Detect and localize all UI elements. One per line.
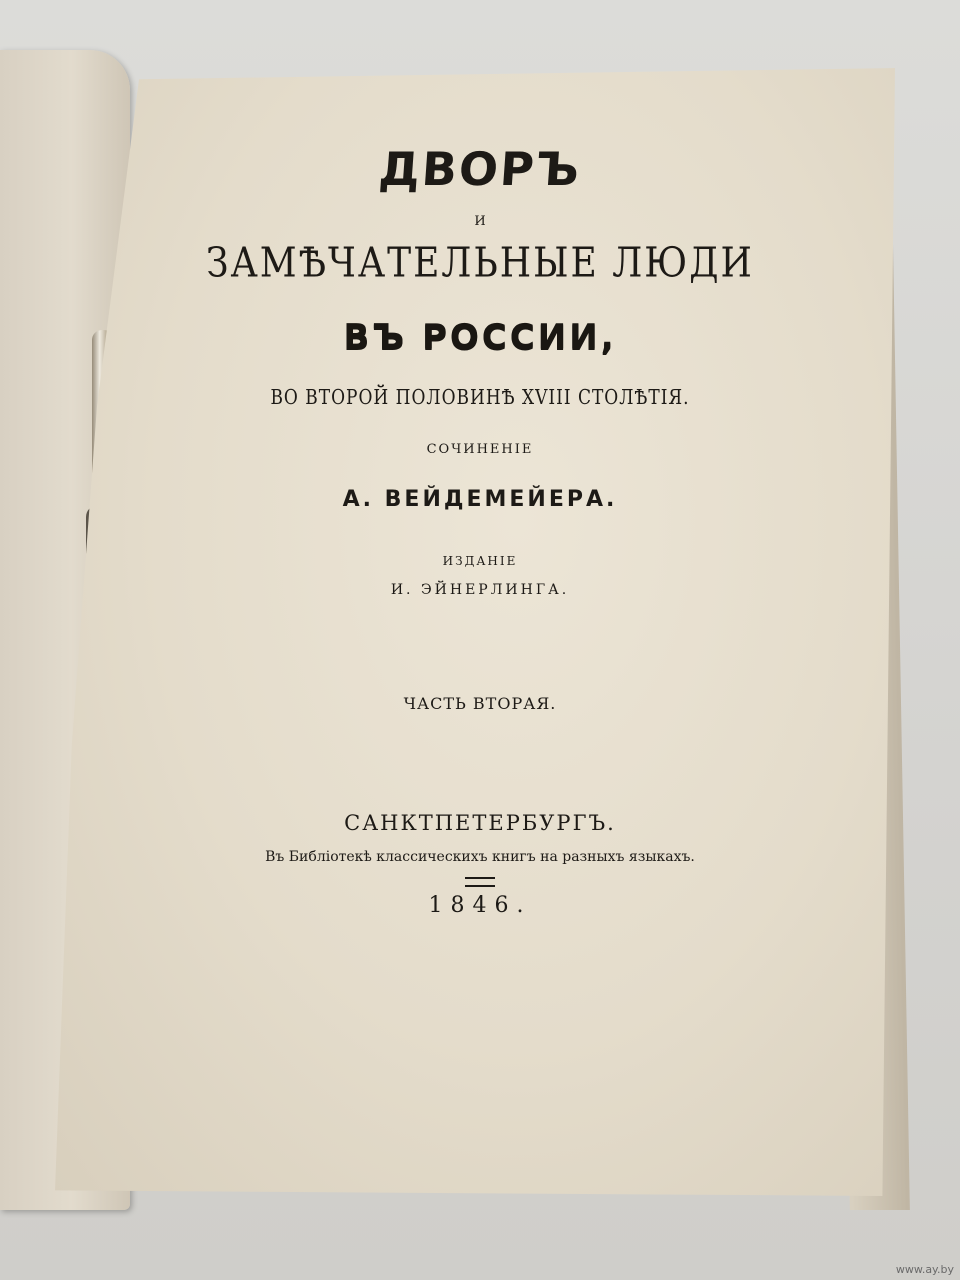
book-subtitle: ЗАМѢЧАТЕЛЬНЫЕ ЛЮДИ bbox=[206, 239, 754, 288]
double-rule bbox=[465, 877, 495, 887]
publisher-name: И. ЭЙНЕРЛИНГА. bbox=[390, 582, 570, 598]
publication-library: Въ Библіотекѣ классическихъ книгъ на разныхъ языкахъ. bbox=[265, 849, 695, 865]
book-title: ДВОРЪ bbox=[377, 142, 583, 196]
publication-year: 1846. bbox=[428, 893, 532, 918]
title-page-text bbox=[130, 130, 830, 918]
publication-city: САНКТПЕТЕРБУРГЪ. bbox=[344, 811, 616, 835]
work-label: СОЧИНЕНІЕ bbox=[426, 442, 534, 457]
watermark: www.ay.by bbox=[895, 1263, 954, 1276]
title-conjunction: И bbox=[474, 214, 486, 229]
author-name: А. ВЕЙДЕМЕЙЕРА. bbox=[342, 487, 618, 512]
book-period: ВО ВТОРОЙ ПОЛОВИНѢ XVIII СТОЛѢТІЯ. bbox=[270, 386, 690, 410]
book-title-place: ВЪ РОССИИ, bbox=[343, 318, 617, 358]
edition-label: ИЗДАНІЕ bbox=[442, 554, 518, 568]
volume-part: ЧАСТЬ ВТОРАЯ. bbox=[403, 694, 557, 713]
